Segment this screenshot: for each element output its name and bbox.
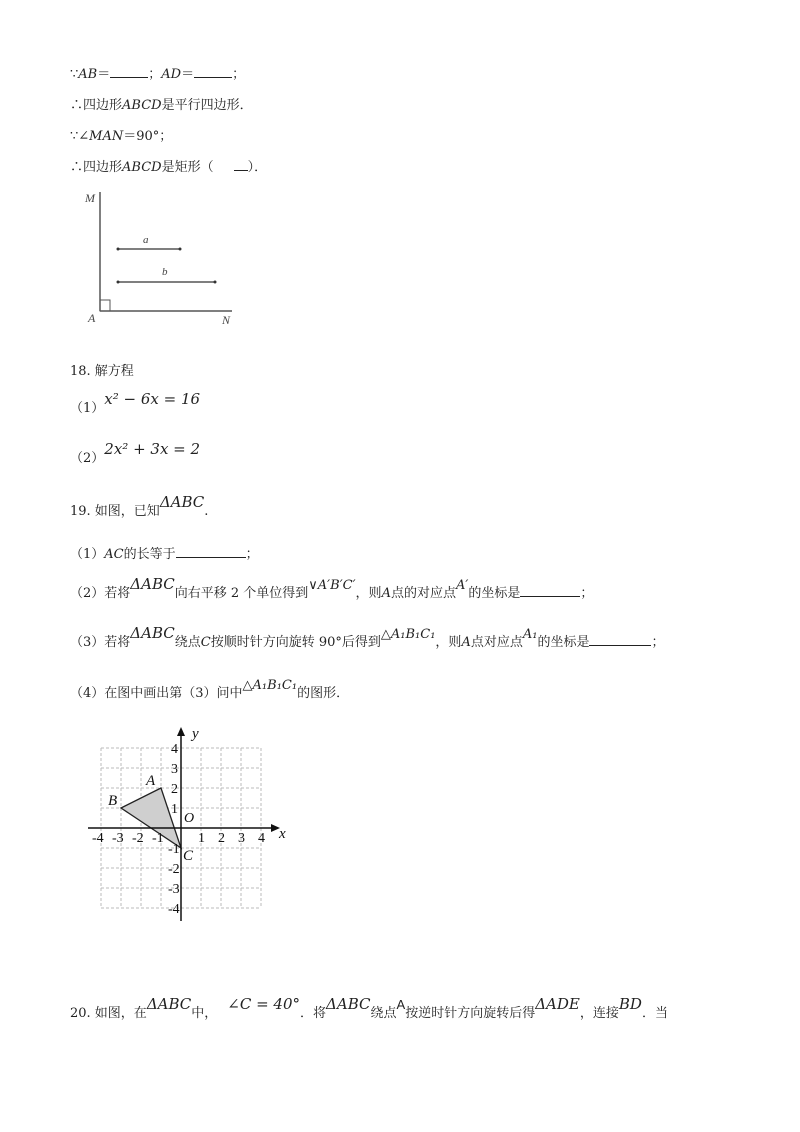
- x-tick-label: 3: [238, 831, 245, 846]
- q18-part1: （1）x² − 6x = 16: [70, 390, 201, 416]
- q19-sub2: （2）若将ΔABC向右平移 2 个单位得到∨A′B′C′，则A点的对应点A′的坐标是 ；: [70, 575, 594, 601]
- equation-2: 2x² + 3x = 2: [104, 440, 201, 458]
- line-parallelogram: ∴四边形ABCD是平行四边形．: [70, 98, 253, 113]
- q19-sub1: （1）AC的长等于 ；: [70, 547, 259, 562]
- line-rectangle: ∴四边形ABCD是矩形（ ）．: [70, 160, 268, 175]
- q19-title: 19. 如图，已知ΔABC.: [70, 493, 209, 519]
- x-tick-label: -1: [152, 831, 164, 846]
- point-a-label: A: [146, 773, 156, 789]
- x-tick-label: -2: [132, 831, 144, 846]
- y-tick-label: 2: [171, 782, 178, 797]
- y-axis-arrow: [177, 727, 185, 736]
- q18-title: 18. 解方程: [70, 364, 134, 379]
- blank-a-prime-coord[interactable]: [520, 584, 580, 597]
- y-tick-label: -1: [168, 842, 180, 857]
- point-b-label: B: [108, 793, 118, 809]
- x-tick-label: -4: [92, 831, 104, 846]
- figure-right-angle: [80, 188, 250, 328]
- blank-a1-coord[interactable]: [589, 633, 651, 646]
- q19-sub4: （4）在图中画出第（3）问中△A₁B₁C₁的图形．: [70, 678, 350, 701]
- x-tick-label: 4: [258, 831, 265, 846]
- label-seg-b: b: [162, 266, 168, 278]
- x-tick-label: 1: [198, 831, 205, 846]
- y-tick-label: -3: [168, 882, 180, 897]
- line-angle-man: ∵∠MAN＝90°；: [70, 129, 173, 144]
- triangle-abc: [121, 788, 181, 848]
- label-n: N: [222, 313, 231, 327]
- blank-ab[interactable]: [110, 65, 148, 78]
- y-tick-label: 4: [171, 742, 178, 757]
- y-tick-label: -2: [168, 862, 180, 877]
- blank-ac-length[interactable]: [176, 545, 246, 558]
- label-m: M: [85, 191, 95, 205]
- coordinate-grid: [80, 718, 295, 923]
- axis-y-label: y: [192, 726, 199, 742]
- x-tick-label: -3: [112, 831, 124, 846]
- segment-ad: AD: [161, 67, 182, 82]
- blank-reason[interactable]: [234, 158, 248, 171]
- axis-x-label: x: [279, 826, 286, 842]
- segment-ab: AB: [78, 67, 98, 82]
- label-a: A: [88, 311, 96, 325]
- blank-ad[interactable]: [194, 65, 232, 78]
- origin-label: O: [184, 811, 195, 826]
- label-seg-a: a: [143, 234, 149, 246]
- point-c-label: C: [183, 848, 194, 864]
- y-tick-label: 3: [171, 762, 178, 777]
- q18-part2: （2）2x² + 3x = 2: [70, 440, 201, 466]
- y-tick-label: 1: [171, 802, 178, 817]
- equation-1: x² − 6x = 16: [104, 390, 201, 408]
- x-tick-label: 2: [218, 831, 225, 846]
- y-tick-label: -4: [168, 902, 180, 917]
- q19-sub3: （3）若将ΔABC绕点C按顺时针方向旋转 90°后得到△A₁B₁C₁，则A点对应点A₁的坐标是 ；: [70, 624, 665, 650]
- line-ab-ad: ∵AB＝ ；AD＝ ；: [70, 67, 246, 82]
- q20-text: 20. 如图，在ΔABC中，∠C = 40°．将ΔABC绕点A按逆时针方向旋转后得ΔADE，连接BD．当: [70, 995, 668, 1021]
